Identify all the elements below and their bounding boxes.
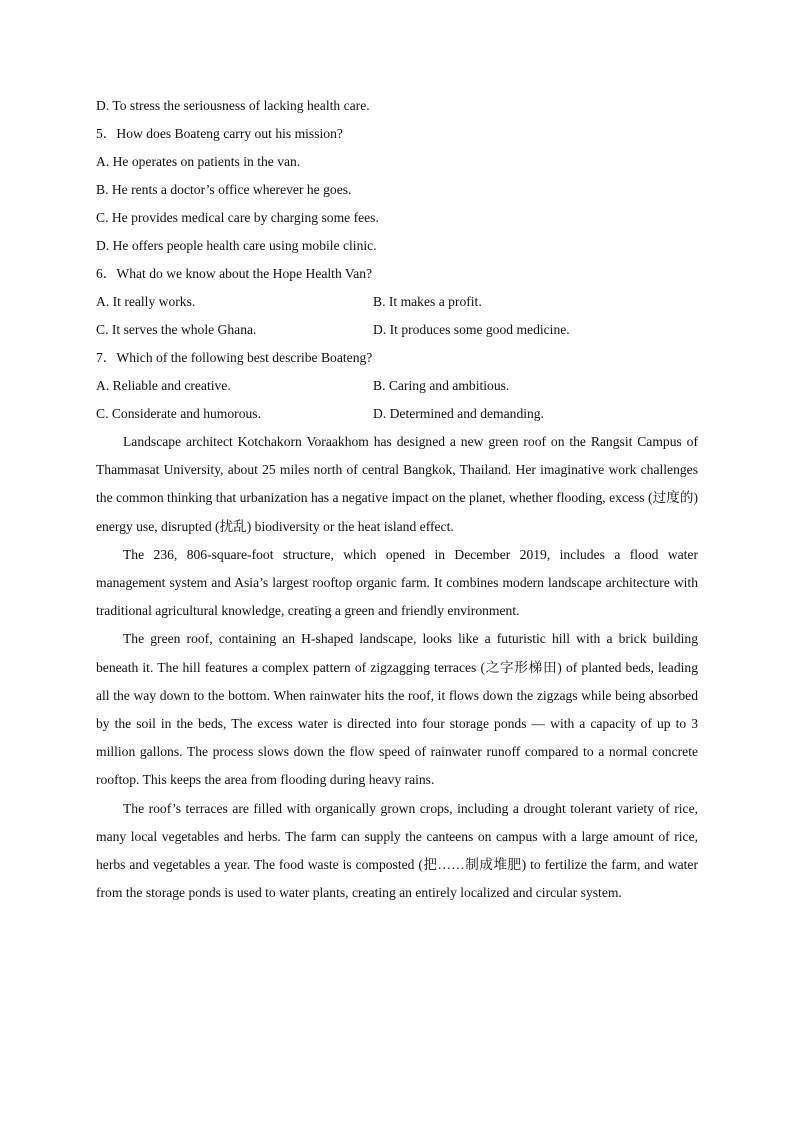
q5-option-d: D. He offers people health care using mobile clinic. xyxy=(96,238,377,253)
passage-paragraph-2: The 236, 806-square-foot structure, which opened in December 2019, includes a flood water management system and Asia’s largest rooftop organic farm. It combines modern landscape architecture with traditional agricultural knowledge, creating a green and friendly environment. xyxy=(96,546,698,619)
passage-paragraph-3: The green roof, containing an H-shaped landscape, looks like a futuristic hill with a brick building beneath it. The hill features a complex pattern of zigzagging terraces (之字形梯田) of planted beds, leading all the way down to the bottom. When rainwater hits the roof, it flows down the zigzags while being absorbed by the soil in the beds, The excess water is directed into four storage ponds — with a capacity of up to 3 million gallons. The process slows down the flow speed of rainwater runoff compared to a normal concrete rooftop. This keeps the area from flooding during heavy rains. xyxy=(96,631,698,788)
q5-option-c: C. He provides medical care by charging some fees. xyxy=(96,210,379,225)
q6-option-a: A. It really works. xyxy=(96,294,196,309)
q7-option-c: C. Considerate and humorous. xyxy=(96,406,261,421)
q7-option-a: A. Reliable and creative. xyxy=(96,378,231,393)
q6-option-d: D. It produces some good medicine. xyxy=(373,322,570,337)
q6-options-row-2 xyxy=(96,316,698,344)
passage-paragraph-4: The roof’s terraces are filled with organically grown crops, including a drought tolerant variety of rice, many local vegetables and herbs. The farm can supply the canteens on campus with a large amount of rice, herbs and vegetables a year. The food waste is composted (把……制成堆肥) to fertilize the farm, and water from the storage ponds is used to water plants, creating an entirely localized and circular system. xyxy=(96,800,698,901)
q6-options-row-1 xyxy=(96,288,698,316)
q6-stem: 6．What do we know about the Hope Health Van? xyxy=(96,266,373,281)
q7-option-d: D. Determined and demanding. xyxy=(373,406,545,421)
q7-options-row-2 xyxy=(96,400,698,428)
q5-stem: 5．How does Boateng carry out his mission? xyxy=(96,126,343,141)
q6-option-b: B. It makes a profit. xyxy=(373,294,482,309)
q7-stem: 7．Which of the following best describe Boateng? xyxy=(96,350,373,365)
q7-options-row-1 xyxy=(96,372,698,400)
q5-option-b: B. He rents a doctor’s office wherever he goes. xyxy=(96,182,352,197)
q5-option-a: A. He operates on patients in the van. xyxy=(96,154,301,169)
document-page xyxy=(96,92,698,907)
q6-option-c: C. It serves the whole Ghana. xyxy=(96,322,257,337)
q4-option-d: D. To stress the seriousness of lacking health care. xyxy=(96,98,370,113)
q7-option-b: B. Caring and ambitious. xyxy=(373,378,510,393)
passage-paragraph-1: Landscape architect Kotchakorn Voraakhom has designed a new green roof on the Rangsit Campus of Thammasat University, about 25 miles north of central Bangkok, Thailand. Her imaginative work challenges the common thinking that urbanization has a negative impact on the planet, whether flooding, excess (过度的) energy use, disrupted (扰乱) biodiversity or the heat island effect. xyxy=(96,434,698,534)
